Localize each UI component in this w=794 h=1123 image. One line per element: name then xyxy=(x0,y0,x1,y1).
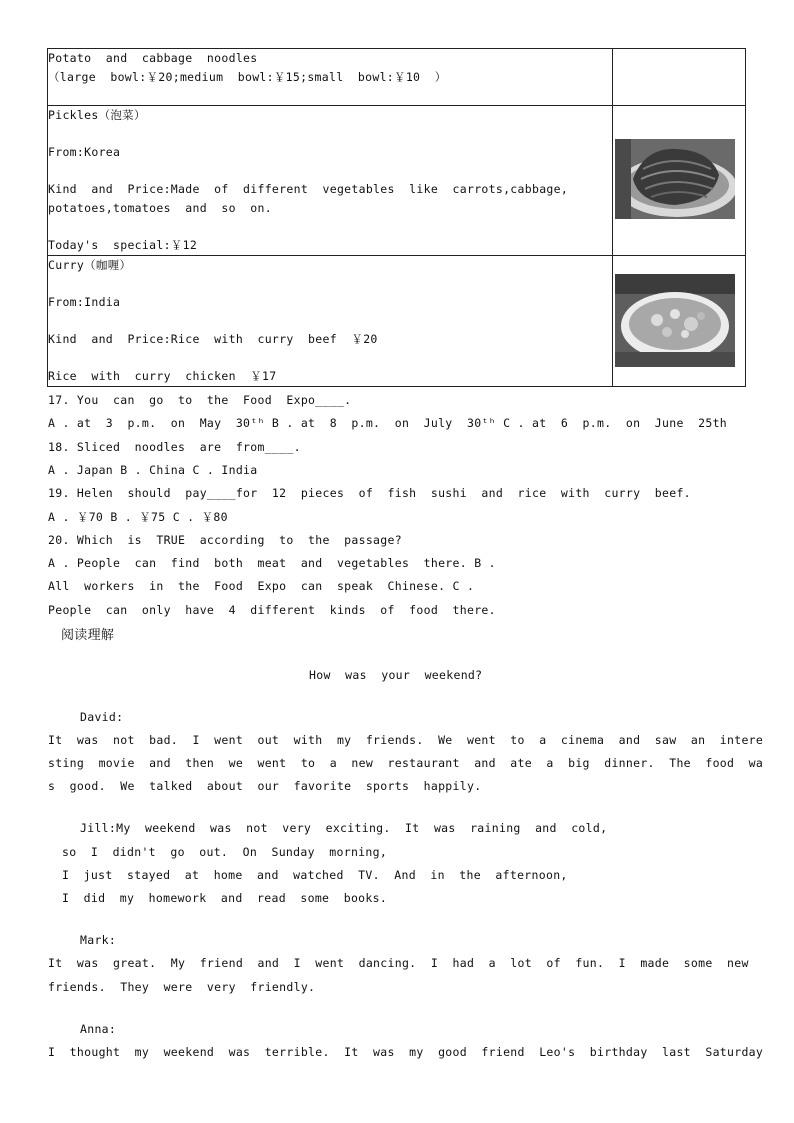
pickles-kind-price: Kind and Price:Made of different vegetables like carrots,cabbage, xyxy=(48,182,569,196)
question-19-options: A . ￥70 B . ￥75 C . ￥80 xyxy=(48,510,228,524)
question-20-option-a: A . People can find both meat and vegetables there. B . xyxy=(48,556,496,570)
mark-line-1: It was great. My friend and I went dancing. I had a lot of fun. I made some new xyxy=(48,956,749,970)
david-line-2: sting movie and then we went to a new restaurant and ate a big dinner. The food wa xyxy=(48,756,764,770)
menu-table xyxy=(47,48,746,387)
menu-item-noodles xyxy=(48,49,613,106)
pickles-special: Today's special:￥12 xyxy=(48,237,198,252)
jill-line-1: Jill:My weekend was not very exciting. It was raining and cold, xyxy=(80,821,608,835)
jill-line-3: I just stayed at home and watched TV. And in the afternoon, xyxy=(62,868,568,882)
curry-kind-price: Kind and Price:Rice with curry beef ￥20 xyxy=(48,332,378,346)
passage-title: How was your weekend? xyxy=(309,668,483,682)
noodles-prices: （large bowl:￥20;medium bowl:￥15;small bowl:￥10 ） xyxy=(48,69,447,84)
curry-chicken: Rice with curry chicken ￥17 xyxy=(48,369,277,383)
pickles-image-cell xyxy=(612,106,745,256)
pickles-title: Pickles（泡菜） xyxy=(48,108,146,122)
curry-image-cell xyxy=(612,256,745,387)
speaker-david: David: xyxy=(80,710,124,724)
curry-photo xyxy=(615,274,735,367)
question-18-options: A . Japan B . China C . India xyxy=(48,463,258,477)
noodles-title: Potato and cabbage noodles xyxy=(48,51,258,65)
speaker-mark: Mark: xyxy=(80,933,117,947)
question-18: 18. Sliced noodles are from____. xyxy=(48,440,301,454)
curry-title: Curry（咖喱） xyxy=(48,258,132,272)
section-heading: 阅读理解 xyxy=(61,628,115,643)
question-17-options: A . at 3 p.m. on May 30ᵗʰ B . at 8 p.m. on July 30ᵗʰ C . at 6 p.m. on June 25th xyxy=(48,416,728,430)
mark-line-2: friends. They were very friendly. xyxy=(48,980,316,994)
question-20-option-c: People can only have 4 different kinds of food there. xyxy=(48,603,496,617)
question-17: 17. You can go to the Food Expo____. xyxy=(48,393,352,407)
anna-line-1: I thought my weekend was terrible. It was my good friend Leo's birthday last Saturday xyxy=(48,1045,764,1059)
david-line-3: s good. We talked about our favorite sports happily. xyxy=(48,779,482,793)
jill-line-2: so I didn't go out. On Sunday morning, xyxy=(62,845,388,859)
speaker-anna: Anna: xyxy=(80,1022,117,1036)
question-20: 20. Which is TRUE according to the passage? xyxy=(48,533,402,547)
menu-item-curry xyxy=(48,256,613,387)
pickles-photo xyxy=(615,139,735,219)
david-line-1: It was not bad. I went out with my friends. We went to a cinema and saw an intere xyxy=(48,733,764,747)
menu-item-pickles xyxy=(48,106,613,256)
pickles-kind-cont: potatoes,tomatoes and so on. xyxy=(48,200,272,215)
question-20-option-b: All workers in the Food Expo can speak Chinese. C . xyxy=(48,579,475,593)
curry-origin: From:India xyxy=(48,295,121,309)
jill-line-4: I did my homework and read some books. xyxy=(62,891,388,905)
noodles-image-cell xyxy=(612,49,745,106)
pickles-origin: From:Korea xyxy=(48,145,121,159)
question-19: 19. Helen should pay____for 12 pieces of fish sushi and rice with curry beef. xyxy=(48,486,691,500)
